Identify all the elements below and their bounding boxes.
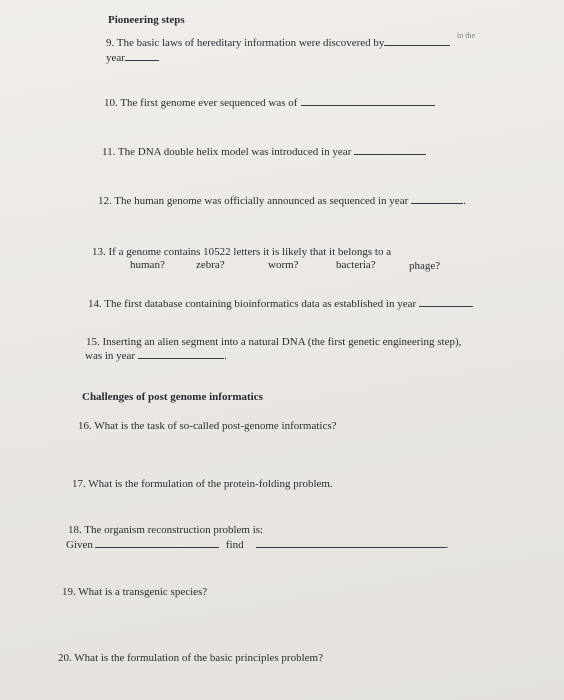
question-9-year-label: year	[106, 52, 125, 64]
question-18-find-label: find	[225, 539, 244, 551]
question-9-text: 9. The basic laws of hereditary information were discovered by	[106, 37, 385, 49]
question-11-text: 11. The DNA double helix model was introduced in year	[102, 146, 352, 158]
question-10-text: 10. The first genome ever sequenced was of	[104, 97, 298, 109]
option-bacteria[interactable]: bacteria?	[336, 259, 376, 271]
question-14	[88, 297, 473, 310]
question-9-line2	[106, 51, 159, 64]
question-15-line2	[85, 349, 227, 362]
question-12-end: .	[463, 195, 466, 207]
question-15-end: .	[224, 350, 227, 362]
question-11	[102, 145, 426, 158]
question-17: 17. What is the formulation of the protein-folding problem.	[72, 478, 333, 490]
answer-blank-14[interactable]	[419, 297, 473, 307]
question-18-line1: 18. The organism reconstruction problem is:	[68, 524, 264, 536]
question-13: 13. If a genome contains 10522 letters it is likely that it belongs to a	[92, 246, 392, 258]
question-16: 16. What is the task of so-called post-genome informatics?	[78, 420, 337, 432]
answer-blank-9a[interactable]	[384, 36, 450, 46]
question-10	[104, 96, 435, 109]
section-heading-challenges: Challenges of post genome informatics	[82, 391, 263, 403]
question-15-year-label: was in year	[85, 350, 136, 362]
answer-blank-12[interactable]	[411, 194, 463, 204]
question-9	[106, 36, 450, 49]
answer-blank-18-given[interactable]	[95, 538, 219, 548]
question-20: 20. What is the formulation of the basic principles problem?	[58, 652, 323, 664]
option-phage[interactable]: phage?	[409, 260, 441, 272]
answer-blank-15[interactable]	[138, 349, 224, 359]
answer-blank-9b[interactable]	[125, 51, 159, 61]
option-worm[interactable]: worm?	[268, 259, 299, 271]
answer-blank-11[interactable]	[354, 145, 426, 155]
question-18-line2	[66, 538, 448, 551]
question-18-end: .	[445, 539, 449, 551]
section-heading-pioneering: Pioneering steps	[108, 14, 185, 26]
question-12-text: 12. The human genome was officially announced as sequenced in year	[98, 195, 409, 207]
option-human[interactable]: human?	[130, 259, 165, 271]
question-19: 19. What is a transgenic species?	[62, 586, 208, 598]
question-14-text: 14. The first database containing bioinformatics data as established in year	[88, 298, 417, 310]
option-zebra[interactable]: zebra?	[196, 259, 225, 271]
question-15-line1: 15. Inserting an alien segment into a natural DNA (the first genetic engineering step),	[86, 336, 462, 348]
question-12	[98, 194, 466, 207]
question-9-after: in the	[457, 31, 475, 40]
answer-blank-10[interactable]	[301, 96, 435, 106]
question-18-given-label: Given	[66, 539, 93, 551]
answer-blank-18-find[interactable]	[256, 538, 446, 548]
